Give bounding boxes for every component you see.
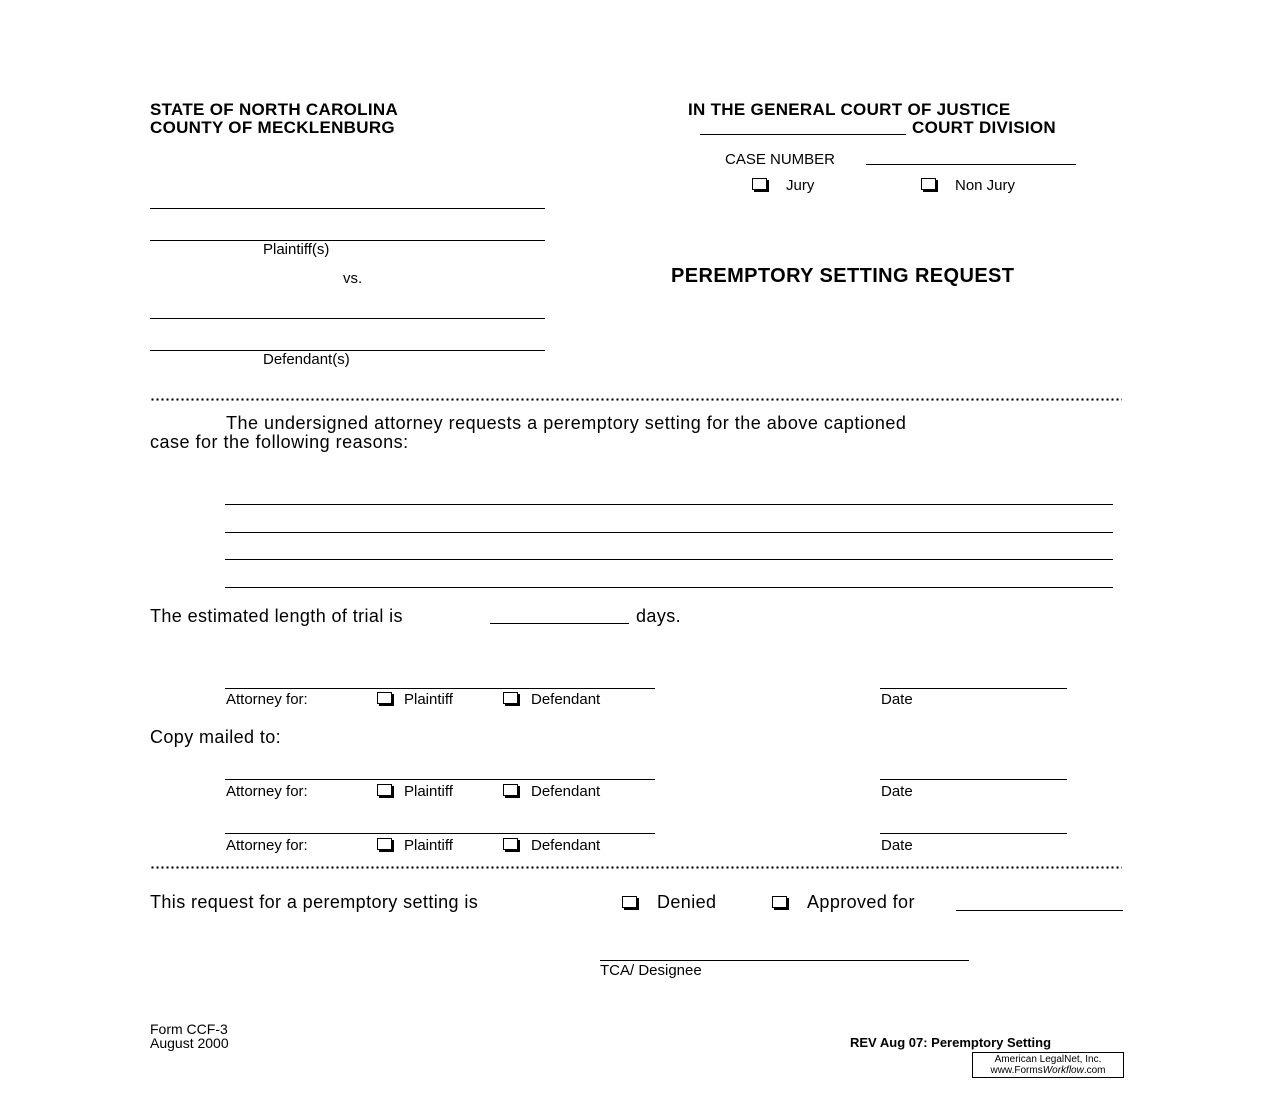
denied-checkbox[interactable] bbox=[622, 896, 637, 908]
trial-length-days-field[interactable] bbox=[490, 607, 629, 624]
denied-label: Denied bbox=[657, 892, 717, 912]
form-number: Form CCF-3 bbox=[150, 1021, 228, 1037]
date-line[interactable] bbox=[880, 833, 1067, 834]
form-date: August 2000 bbox=[150, 1035, 229, 1051]
plaintiff-checkbox-label: Plaintiff bbox=[404, 783, 453, 800]
publisher-stamp bbox=[972, 1052, 1124, 1078]
revision-label: REV Aug 07: Peremptory Setting bbox=[850, 1035, 1052, 1050]
approved-for-field[interactable] bbox=[956, 894, 1123, 911]
tca-signature-line[interactable] bbox=[600, 960, 969, 961]
defendant-checkbox-label: Defendant bbox=[531, 837, 601, 854]
attorney-for-label: Attorney for: bbox=[226, 691, 308, 708]
request-text-line1: The undersigned attorney requests a peremptory setting for the above captioned bbox=[226, 413, 907, 433]
copy-mailed-label: Copy mailed to: bbox=[150, 727, 282, 747]
jury-checkbox[interactable] bbox=[752, 178, 767, 190]
non-jury-checkbox[interactable] bbox=[921, 178, 936, 190]
plaintiff-checkbox[interactable] bbox=[377, 838, 392, 850]
plaintiff-checkbox-label: Plaintiff bbox=[404, 837, 453, 854]
reason-line-4[interactable] bbox=[225, 587, 1113, 588]
plaintiff-checkbox[interactable] bbox=[377, 692, 392, 704]
court-division-field[interactable] bbox=[700, 118, 906, 135]
reason-line-1[interactable] bbox=[225, 504, 1113, 505]
attorney-for-label: Attorney for: bbox=[226, 783, 308, 800]
date-label: Date bbox=[881, 691, 913, 708]
defendant-checkbox[interactable] bbox=[503, 838, 518, 850]
court-division-label: COURT DIVISION bbox=[912, 118, 1056, 137]
state-label: STATE OF NORTH CAROLINA bbox=[150, 100, 399, 119]
dotted-divider bbox=[150, 398, 1122, 401]
reason-line-3[interactable] bbox=[225, 559, 1113, 560]
plaintiff-checkbox[interactable] bbox=[377, 784, 392, 796]
page-title: PEREMPTORY SETTING REQUEST bbox=[671, 265, 1015, 287]
request-text-line2: case for the following reasons: bbox=[150, 432, 409, 452]
copy-attorney-signature-line[interactable] bbox=[225, 833, 655, 834]
date-line[interactable] bbox=[880, 688, 1067, 689]
publisher-website: www.FormsWorkflow.com bbox=[990, 1065, 1106, 1076]
ruling-text: This request for a peremptory setting is bbox=[150, 892, 479, 912]
approved-label: Approved for bbox=[807, 892, 915, 912]
defendant-name-field-2[interactable] bbox=[150, 334, 545, 351]
date-label: Date bbox=[881, 837, 913, 854]
date-label: Date bbox=[881, 783, 913, 800]
publisher-name: American LegalNet, Inc. bbox=[994, 1054, 1102, 1065]
trial-length-prefix: The estimated length of trial is bbox=[150, 606, 403, 626]
plaintiff-label: Plaintiff(s) bbox=[263, 241, 330, 258]
plaintiff-name-field-2[interactable] bbox=[150, 224, 545, 241]
defendant-checkbox[interactable] bbox=[503, 784, 518, 796]
attorney-signature-line[interactable] bbox=[225, 688, 655, 689]
attorney-for-label: Attorney for: bbox=[226, 837, 308, 854]
tca-designee-label: TCA/ Designee bbox=[600, 962, 702, 979]
case-number-label: CASE NUMBER bbox=[725, 151, 836, 168]
defendant-label: Defendant(s) bbox=[263, 351, 350, 368]
defendant-name-field-1[interactable] bbox=[150, 302, 545, 319]
reason-line-2[interactable] bbox=[225, 532, 1113, 533]
dotted-divider bbox=[150, 866, 1122, 869]
defendant-checkbox-label: Defendant bbox=[531, 691, 601, 708]
defendant-checkbox[interactable] bbox=[503, 692, 518, 704]
vs-label: vs. bbox=[343, 270, 363, 287]
non-jury-label: Non Jury bbox=[955, 177, 1016, 194]
trial-length-suffix: days. bbox=[636, 606, 682, 626]
county-label: COUNTY OF MECKLENBURG bbox=[150, 118, 395, 137]
plaintiff-checkbox-label: Plaintiff bbox=[404, 691, 453, 708]
defendant-checkbox-label: Defendant bbox=[531, 783, 601, 800]
copy-attorney-signature-line[interactable] bbox=[225, 779, 655, 780]
approved-checkbox[interactable] bbox=[772, 896, 787, 908]
court-label: IN THE GENERAL COURT OF JUSTICE bbox=[688, 100, 1011, 119]
date-line[interactable] bbox=[880, 779, 1067, 780]
case-number-field[interactable] bbox=[866, 148, 1076, 165]
jury-label: Jury bbox=[786, 177, 815, 194]
plaintiff-name-field-1[interactable] bbox=[150, 192, 545, 209]
